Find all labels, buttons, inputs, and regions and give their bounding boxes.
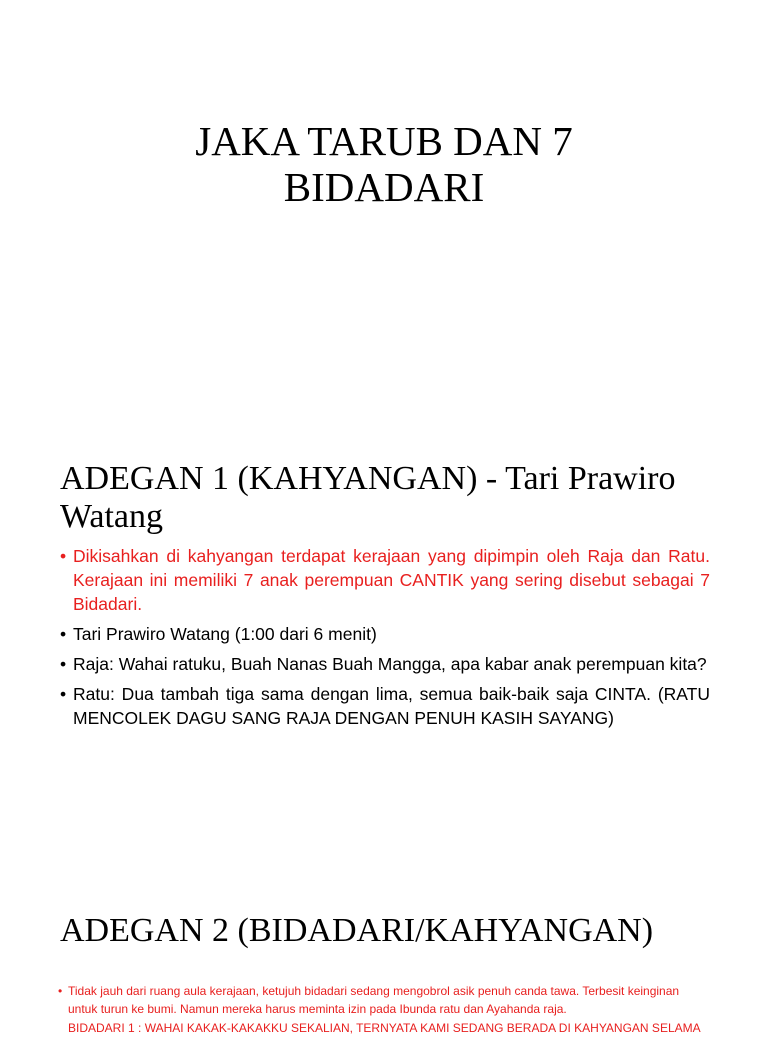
bullet-text: Tari Prawiro Watang (1:00 dari 6 menit): [73, 624, 377, 644]
bullet-icon: •: [60, 624, 67, 644]
list-item: [60, 682, 710, 730]
scene-1-heading: ADEGAN 1 (KAHYANGAN) - Tari Prawiro Watang: [60, 460, 676, 535]
list-item: [60, 622, 710, 646]
scene-2-bullet-list: [58, 982, 708, 1024]
bullet-icon: •: [60, 654, 67, 674]
bullet-text: Tidak jauh dari ruang aula kerajaan, ketujuh bidadari sedang mengobrol asik penuh canda tawa. Terbesit keinginan untuk turun ke bumi. Namun mereka harus meminta izin pada Ibunda ratu dan Ayahanda raja.: [68, 984, 680, 1016]
list-item: [60, 652, 710, 676]
bullet-text: Raja: Wahai ratuku, Buah Nanas Buah Mangga, apa kabar anak perempuan kita?: [73, 654, 707, 674]
presentation-title: [0, 118, 768, 210]
scene-2-slide: [0, 864, 768, 1035]
bullet-text: Ratu: Dua tambah tiga sama dengan lima, semua baik-baik saja CINTA. (RATU MENCOLEK DAGU SANG RAJA DENGAN PENUH KASIH SAYANG): [73, 684, 710, 728]
title-slide: [0, 0, 768, 432]
bullet-text: Dikisahkan di kahyangan terdapat kerajaan yang dipimpin oleh Raja dan Ratu. Kerajaan ini memiliki 7 anak perempuan CANTIK yang sering disebut sebagai 7 Bidadari.: [73, 546, 710, 614]
scene-1-bullet-list: [60, 544, 710, 736]
bullet-icon: •: [60, 546, 67, 566]
cut-off-text-line: BIDADARI 1 : WAHAI KAKAK-KAKAKKU SEKALIAN, TERNYATA KAMI SEDANG BERADA DI KAHYANGAN SELAMA: [68, 1021, 701, 1035]
list-item: [60, 544, 710, 616]
scene-1-slide: [0, 432, 768, 864]
scene-2-heading: ADEGAN 2 (BIDADARI/KAHYANGAN): [60, 912, 654, 949]
list-item: [58, 982, 708, 1018]
title-line-2: BIDADARI: [283, 164, 485, 210]
bullet-icon: •: [58, 984, 63, 998]
bullet-icon: •: [60, 684, 67, 704]
title-line-1: JAKA TARUB DAN 7: [195, 118, 573, 164]
